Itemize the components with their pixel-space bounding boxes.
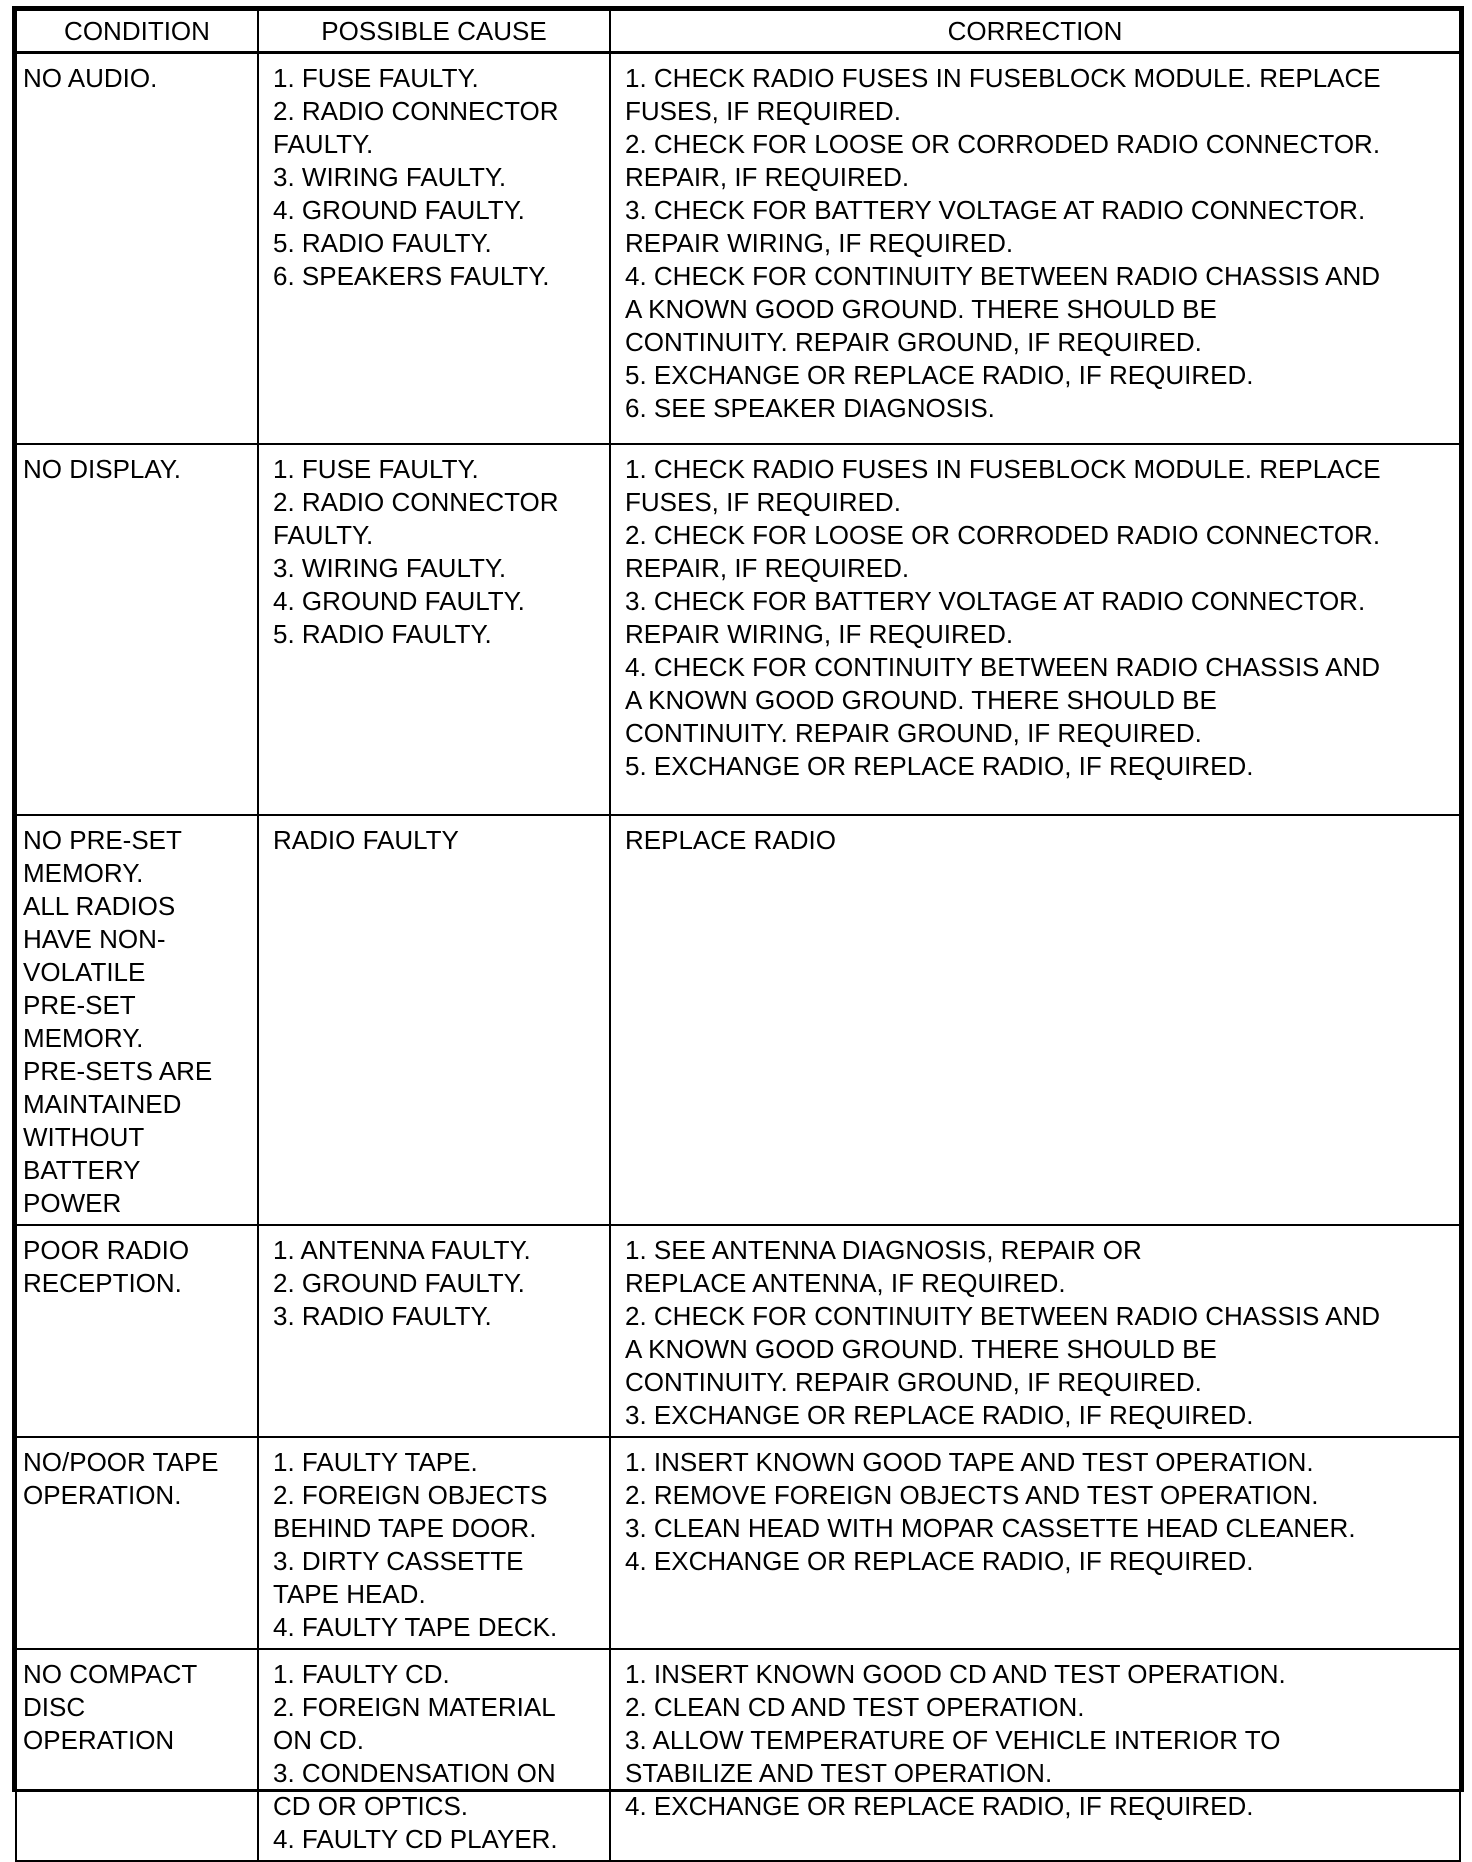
correction-line: 3. CHECK FOR BATTERY VOLTAGE AT RADIO CONNECTOR.: [625, 585, 1366, 616]
correction-cell: [610, 53, 1460, 444]
condition-line: PRE-SET: [23, 989, 136, 1020]
cause-line: 2. GROUND FAULTY.: [273, 1267, 525, 1298]
correction-cell: [610, 1225, 1460, 1437]
condition-line: NO DISPLAY.: [23, 453, 181, 484]
header-correction: CORRECTION: [610, 10, 1460, 53]
correction-line: 1. CHECK RADIO FUSES IN FUSEBLOCK MODULE. REPLACE: [625, 63, 1381, 93]
correction-line: 4. CHECK FOR CONTINUITY BETWEEN RADIO CHASSIS AND: [625, 651, 1381, 682]
condition-line: NO PRE-SET: [23, 824, 182, 855]
condition-line: DISC: [23, 1691, 86, 1722]
correction-line: A KNOWN GOOD GROUND. THERE SHOULD BE: [625, 294, 1217, 324]
condition-line: PRE-SETS ARE: [23, 1055, 213, 1086]
cause-line: 3. WIRING FAULTY.: [273, 552, 507, 583]
cause-line: BEHIND TAPE DOOR.: [273, 1512, 537, 1543]
condition-cell: [16, 1225, 258, 1437]
diagnosis-table-document: [12, 6, 1464, 1854]
correction-line: 3. EXCHANGE OR REPLACE RADIO, IF REQUIRED.: [625, 1399, 1254, 1430]
cause-line: 2. RADIO CONNECTOR: [273, 96, 559, 126]
correction-line: 3. CHECK FOR BATTERY VOLTAGE AT RADIO CONNECTOR.: [625, 195, 1366, 225]
condition-cell: [16, 815, 258, 1225]
cause-line: RADIO FAULTY: [273, 824, 459, 855]
cause-line: 3. DIRTY CASSETTE: [273, 1545, 524, 1576]
correction-cell: [610, 1649, 1460, 1861]
correction-line: STABILIZE AND TEST OPERATION.: [625, 1757, 1053, 1788]
cause-line: CD OR OPTICS.: [273, 1790, 469, 1821]
correction-line: 4. EXCHANGE OR REPLACE RADIO, IF REQUIRED.: [625, 1545, 1254, 1576]
condition-line: BATTERY: [23, 1154, 141, 1185]
correction-cell: [610, 1437, 1460, 1649]
diagnosis-table: [15, 9, 1461, 1862]
cause-line: 6. SPEAKERS FAULTY.: [273, 261, 550, 291]
correction-line: 2. CHECK FOR LOOSE OR CORRODED RADIO CONNECTOR.: [625, 519, 1381, 550]
correction-line: REPLACE ANTENNA, IF REQUIRED.: [625, 1267, 1066, 1298]
correction-line: 2. CLEAN CD AND TEST OPERATION.: [625, 1691, 1085, 1722]
cause-line: 2. FOREIGN MATERIAL: [273, 1691, 556, 1722]
cause-line: 4. GROUND FAULTY.: [273, 585, 525, 616]
cause-line: 1. ANTENNA FAULTY.: [273, 1234, 531, 1265]
condition-line: OPERATION: [23, 1724, 175, 1755]
condition-line: ALL RADIOS: [23, 890, 176, 921]
condition-cell: [16, 53, 258, 444]
cause-line: 4. FAULTY TAPE DECK.: [273, 1611, 558, 1642]
cause-line: 1. FUSE FAULTY.: [273, 63, 479, 93]
cause-line: 3. RADIO FAULTY.: [273, 1300, 492, 1331]
correction-cell: [610, 444, 1460, 815]
correction-line: 1. INSERT KNOWN GOOD CD AND TEST OPERATION.: [625, 1658, 1286, 1689]
cause-line: 3. WIRING FAULTY.: [273, 162, 507, 192]
correction-line: 1. SEE ANTENNA DIAGNOSIS, REPAIR OR: [625, 1234, 1142, 1265]
correction-line: 1. CHECK RADIO FUSES IN FUSEBLOCK MODULE. REPLACE: [625, 453, 1381, 484]
possible-cause-cell: [258, 1225, 610, 1437]
correction-line: CONTINUITY. REPAIR GROUND, IF REQUIRED.: [625, 327, 1202, 357]
table-body: [16, 53, 1460, 1861]
cause-line: 5. RADIO FAULTY.: [273, 618, 492, 649]
condition-line: VOLATILE: [23, 956, 146, 987]
condition-cell: [16, 1649, 258, 1861]
correction-line: 1. INSERT KNOWN GOOD TAPE AND TEST OPERATION.: [625, 1446, 1314, 1477]
condition-line: POOR RADIO: [23, 1234, 190, 1265]
correction-line: 3. ALLOW TEMPERATURE OF VEHICLE INTERIOR TO: [625, 1724, 1281, 1755]
header-possible-cause: POSSIBLE CAUSE: [258, 10, 610, 53]
correction-line: REPLACE RADIO: [625, 824, 836, 855]
correction-line: 4. CHECK FOR CONTINUITY BETWEEN RADIO CHASSIS AND: [625, 261, 1381, 291]
condition-line: MAINTAINED: [23, 1088, 182, 1119]
correction-line: 3. CLEAN HEAD WITH MOPAR CASSETTE HEAD CLEANER.: [625, 1512, 1356, 1543]
correction-line: 5. EXCHANGE OR REPLACE RADIO, IF REQUIRED.: [625, 750, 1254, 781]
possible-cause-cell: [258, 815, 610, 1225]
condition-line: NO AUDIO.: [23, 63, 158, 93]
correction-line: REPAIR WIRING, IF REQUIRED.: [625, 228, 1014, 258]
cause-line: 1. FAULTY CD.: [273, 1658, 450, 1689]
possible-cause-cell: [258, 1649, 610, 1861]
condition-line: MEMORY.: [23, 857, 144, 888]
correction-line: 5. EXCHANGE OR REPLACE RADIO, IF REQUIRED.: [625, 360, 1254, 390]
header-condition: CONDITION: [16, 10, 258, 53]
table-row: [16, 53, 1460, 444]
correction-line: CONTINUITY. REPAIR GROUND, IF REQUIRED.: [625, 1366, 1202, 1397]
correction-line: FUSES, IF REQUIRED.: [625, 96, 901, 126]
cause-line: 4. FAULTY CD PLAYER.: [273, 1823, 558, 1854]
cause-line: 3. CONDENSATION ON: [273, 1757, 556, 1788]
condition-line: WITHOUT: [23, 1121, 145, 1152]
correction-line: 4. EXCHANGE OR REPLACE RADIO, IF REQUIRED.: [625, 1790, 1254, 1821]
correction-cell: [610, 815, 1460, 1225]
correction-line: 6. SEE SPEAKER DIAGNOSIS.: [625, 393, 995, 423]
condition-line: NO COMPACT: [23, 1658, 198, 1689]
cause-line: TAPE HEAD.: [273, 1578, 426, 1609]
cause-line: 1. FUSE FAULTY.: [273, 453, 479, 484]
condition-line: RECEPTION.: [23, 1267, 182, 1298]
cause-line: 4. GROUND FAULTY.: [273, 195, 525, 225]
correction-line: CONTINUITY. REPAIR GROUND, IF REQUIRED.: [625, 717, 1202, 748]
condition-cell: [16, 1437, 258, 1649]
possible-cause-cell: [258, 444, 610, 815]
correction-line: A KNOWN GOOD GROUND. THERE SHOULD BE: [625, 1333, 1217, 1364]
correction-line: 2. CHECK FOR CONTINUITY BETWEEN RADIO CHASSIS AND: [625, 1300, 1381, 1331]
correction-line: A KNOWN GOOD GROUND. THERE SHOULD BE: [625, 684, 1217, 715]
table-row: [16, 1225, 1460, 1437]
correction-line: REPAIR, IF REQUIRED.: [625, 162, 910, 192]
condition-line: POWER: [23, 1187, 122, 1218]
table-row: [16, 1649, 1460, 1861]
cause-line: FAULTY.: [273, 519, 374, 550]
condition-line: MEMORY.: [23, 1022, 144, 1053]
correction-line: 2. REMOVE FOREIGN OBJECTS AND TEST OPERATION.: [625, 1479, 1319, 1510]
correction-line: REPAIR WIRING, IF REQUIRED.: [625, 618, 1014, 649]
possible-cause-cell: [258, 1437, 610, 1649]
condition-line: NO/POOR TAPE: [23, 1446, 219, 1477]
correction-line: FUSES, IF REQUIRED.: [625, 486, 901, 517]
correction-line: 2. CHECK FOR LOOSE OR CORRODED RADIO CONNECTOR.: [625, 129, 1381, 159]
table-header-row: [16, 10, 1460, 53]
condition-cell: [16, 444, 258, 815]
table-row: [16, 815, 1460, 1225]
cause-line: ON CD.: [273, 1724, 364, 1755]
condition-line: HAVE NON-: [23, 923, 166, 954]
table-row: [16, 1437, 1460, 1649]
cause-line: 5. RADIO FAULTY.: [273, 228, 492, 258]
cause-line: 2. FOREIGN OBJECTS: [273, 1479, 548, 1510]
cause-line: 1. FAULTY TAPE.: [273, 1446, 478, 1477]
cause-line: FAULTY.: [273, 129, 374, 159]
condition-line: OPERATION.: [23, 1479, 182, 1510]
possible-cause-cell: [258, 53, 610, 444]
cause-line: 2. RADIO CONNECTOR: [273, 486, 559, 517]
correction-line: REPAIR, IF REQUIRED.: [625, 552, 910, 583]
table-row: [16, 444, 1460, 815]
